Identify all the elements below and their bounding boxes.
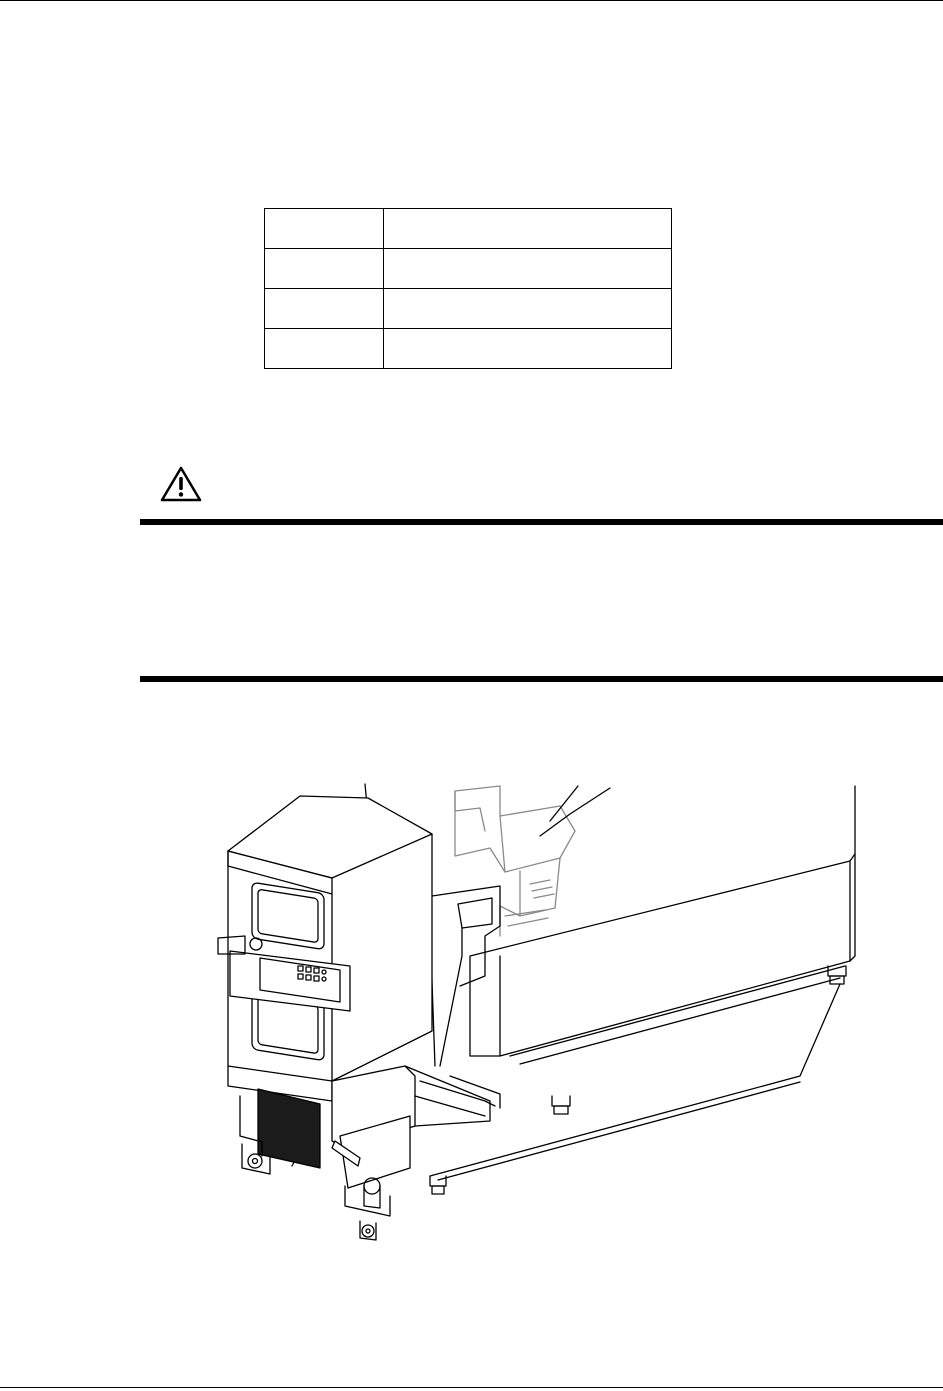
- machine-illustration: [200, 776, 880, 1246]
- table-cell-label: [265, 209, 384, 249]
- table-row: [265, 249, 672, 289]
- spec-table: [264, 208, 672, 369]
- page-header-rule: [0, 0, 943, 1]
- table-cell-value: [384, 249, 672, 289]
- table-cell-value: [384, 209, 672, 249]
- table-row: [265, 329, 672, 369]
- caution-top-rule: [140, 519, 943, 525]
- caution-bottom-rule: [140, 676, 943, 682]
- table-cell-value: [384, 289, 672, 329]
- table-cell-label: [265, 249, 384, 289]
- table-cell-label: [265, 329, 384, 369]
- table-row: [265, 209, 672, 249]
- table-cell-label: [265, 289, 384, 329]
- table-row: [265, 289, 672, 329]
- table-cell-value: [384, 329, 672, 369]
- page-footer-rule: [0, 1387, 943, 1388]
- warning-triangle-icon: [160, 466, 202, 502]
